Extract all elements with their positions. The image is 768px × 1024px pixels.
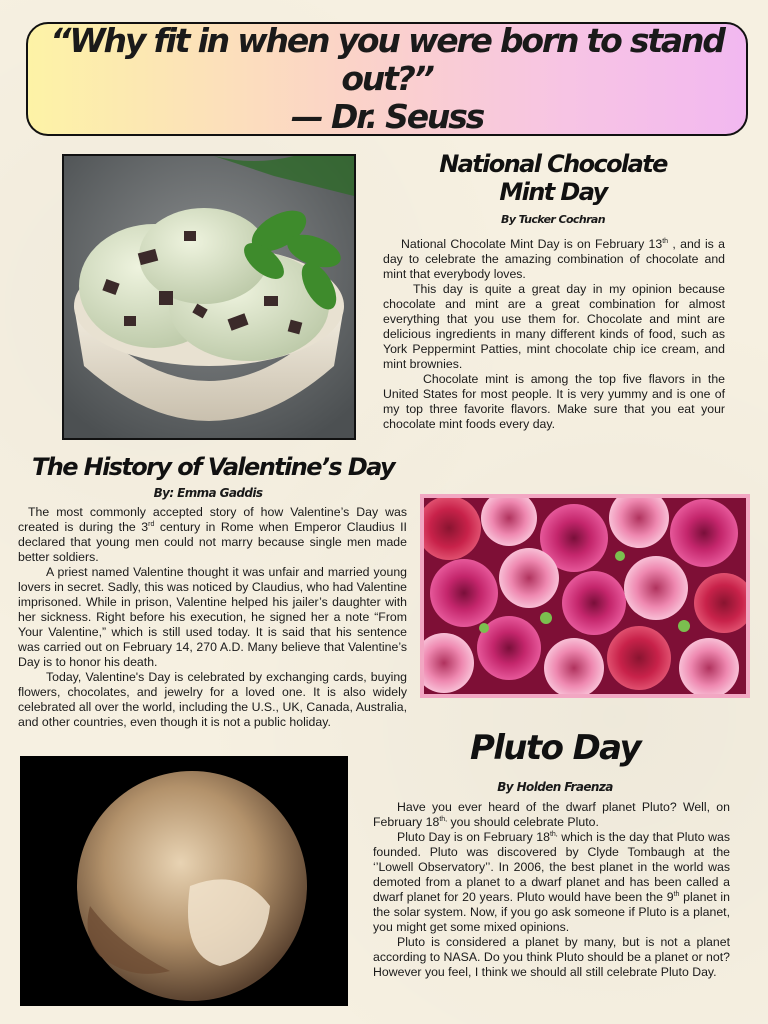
mint-ice-cream-photo (62, 154, 356, 440)
roses-photo (420, 494, 750, 698)
valentine-byline: By: Emma Gaddis (153, 486, 263, 500)
pluto-title: Pluto Day (469, 728, 641, 768)
quote-author: — Dr. Seuss (290, 97, 484, 136)
ice-cream-bowl-image (64, 156, 354, 438)
pluto-planet-image (20, 756, 348, 1006)
chocolate-mint-body: National Chocolate Mint Day is on February 13th , and is a day to celebrate the amazing combination of chocolate and mint that everybody loves. This day is quite a great day in my opinion because chocolate and mint are a great combination for almost everything that you use them for. Chocolate and mint are delicious ingredients in many different kinds of food, such as York Peppermint Patties, mint chocolate chip ice cream, and mint brownies. Chocolate mint is among the top five flavors in the United States for most people. It is very yummy and is one of my top three favorite flavors. Make sure that you eat your chocolate mint foods every day. (383, 237, 725, 431)
valentine-title: The History of Valentine’s Day (31, 453, 395, 481)
chocolate-mint-title: National Chocolate Mint Day (439, 150, 667, 206)
quote-text: “Why fit in when you were born to stand out?” (50, 21, 724, 98)
pluto-photo (20, 756, 348, 1006)
chocolate-mint-byline: By Tucker Cochran (501, 213, 605, 226)
roses-image (424, 498, 746, 694)
pluto-byline: By Holden Fraenza (497, 780, 613, 794)
quote-banner (26, 22, 748, 136)
pluto-body: Have you ever heard of the dwarf planet Pluto? Well, on February $18^{th,}$ you should celebrate Pluto. Pluto Day is on February $18^{th,}$ which is the day that Pluto was founded. Pluto was discovered by Clyde Tombaugh at the ‘’Lowell Observatory’’. In 2006, the best planet in the world was demoted from a planet to a dwarf planet and has been called a dwarf planet for 20 years. Pluto would have been the 9th planet in the solar system. Now, if you go ask someone if Pluto is a planet, you might get some mixed opinions. Pluto is considered a planet by many, but is not a planet according to NASA. Do you think Pluto should be a planet or not? However you feel, I think we should all still celebrate Pluto Day. (373, 800, 731, 979)
valentine-body: The most commonly accepted story of how Valentine’s Day was created is during the 3rd century in Rome when Emperor Claudius II declared that young men could not marry because single men made better soldiers. A priest named Valentine thought it was unfair and married young lovers in secret. Sadly, this was noticed by Claudius, who had Valentine imprisoned. While in prison, Valentine helped his jailer’s daughter with her sickness. Right before his execution, he signed her a note “From Your Valentine,” which is still used today. It is said that his sentence was carried out on February 14, 270 A.D. Many believe that Valentine’s Day is to honor his death. Today, Valentine's Day is celebrated by exchanging cards, buying flowers, chocolates, and jewelry for a loved one. It is also widely celebrated all over the world, including the U.S., UK, Canada, Australia, and other countries, even though it is not a public holiday. (18, 505, 407, 729)
